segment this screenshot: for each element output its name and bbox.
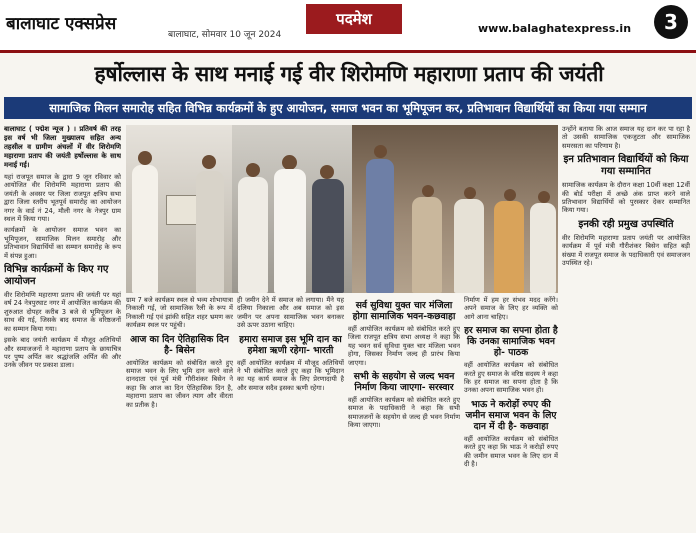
article-paragraph: ही जमीन देने में समाज को लगाया। मैंने यह दलिया निकाला और अब समाज को इस जमीन पर अपना सामाजिक भवन बनाकर उसे ऊपर उठाना चाहिए।	[237, 296, 344, 330]
person-head	[246, 163, 260, 177]
person-head	[504, 189, 516, 201]
person-figure	[312, 179, 344, 293]
person-head	[202, 155, 216, 169]
paper-name: बालाघाट एक्सप्रेस	[6, 14, 117, 34]
article-paragraph: सामाजिक कार्यक्रम के दौरान कक्षा 10वीं कक्षा 12वीं की बोर्ड परीक्षा में अच्छे अंक प्राप्त करने वाले प्रतिभावान विद्यार्थियों को पुरस्कार देकर सम्मानित किया गया।	[562, 181, 690, 215]
person-head	[538, 191, 550, 203]
person-figure	[366, 159, 394, 293]
article-paragraph: कार्यक्रमों के आयोजन समाज भवन का भूमिपूजन, सामाजिक मिलन समारोह और प्रतिभावान विद्यार्थियों का सम्मान समारोह के रूप में संपन्न हुआ।	[4, 226, 121, 260]
issue-date: बालाघाट, सोमवार 10 जून 2024	[168, 30, 282, 40]
section-heading: आज का दिन ऐतिहासिक दिन है- बिसेन	[130, 333, 229, 356]
article-column-1	[126, 296, 233, 530]
photo-dignitaries	[232, 125, 352, 293]
section-heading: इन प्रतिभावान विद्यार्थियों को किया गया सम्मानित	[563, 154, 689, 178]
person-head	[320, 165, 334, 179]
article-paragraph: वहीं आयोजित कार्यक्रम में मौजूद अतिथियों ने भी संबोधित करते हुए कहा कि भूमिदान का यह कार्य समाज के लिए प्रेरणादायी है और समाज सदैव इसका ऋणी रहेगा।	[237, 358, 344, 392]
section-heading: भाऊ ने करोड़ों रुपए की जमीन समाज भवन के लिए दान में दी है- कछवाहा	[465, 398, 557, 432]
main-headline: हर्षोल्लास के साथ मनाई गई वीर शिरोमणि महाराणा प्रताप की जयंती	[94, 61, 604, 86]
article-column-3	[348, 296, 460, 530]
article-paragraph: ग्राम 7 बजे कार्यक्रम स्थल से भव्य शोभायात्रा निकाली गई, जो सामाजिक रैली के रूप में निकाली गई एवं झांकी सहित शहर भ्रमण कर कार्यक्रम स्थल पर पहुंची।	[126, 296, 233, 330]
article-intro: बालाघाट ( पद्मेश न्यूज ) । प्रतिवर्ष की तरह इस वर्ष भी जिला मुख्यालय सहित अन्य तहसील व ग्रामीण अंचलों में वीर शिरोमणि महाराणा प्रताप की जयंती हर्षोल्लास के साथ मनाई गई।	[4, 125, 121, 169]
person-figure	[132, 165, 158, 293]
right-column	[562, 125, 690, 530]
person-head	[282, 155, 297, 170]
person-head	[138, 151, 152, 165]
person-head	[422, 185, 434, 197]
section-heading: हर समाज का सपना होता है कि उनका सामाजिक भवन हो- पाठक	[464, 325, 558, 359]
edition-banner: पदमेश	[306, 4, 402, 34]
photo-audience	[352, 125, 558, 293]
article-column-2	[237, 296, 344, 530]
person-figure	[196, 171, 224, 293]
left-column	[4, 125, 121, 530]
person-figure	[494, 201, 524, 293]
photo-shrine-garlanding	[126, 125, 232, 293]
person-figure	[274, 169, 306, 293]
article-paragraph: इसके बाद जयंती कार्यक्रम में मौजूद अतिथियों और समाजजनों ने महाराणा प्रताप के छायाचित्र पर पुष्प अर्पित कर श्रद्धांजलि अर्पित की और उनके जीवन पर प्रकाश डाला।	[4, 336, 121, 370]
article-paragraph: वहीं आयोजित कार्यक्रम को संबोधित करते हुए कहा कि भाऊ ने करोड़ों रुपए की जमीन समाज भवन के लिए दान में दी है।	[464, 434, 558, 469]
person-head	[464, 187, 476, 199]
article-paragraph: निर्माण में हम हर संभव मदद करेंगे। अपने समाज के लिए हर व्यक्ति को आगे आना चाहिए।	[464, 296, 558, 321]
article-column-4	[464, 296, 558, 530]
page-number-badge: 3	[654, 5, 688, 39]
article-paragraph: वीर शिरोमणि महाराणा प्रताप की जयंती पर यहां वर्ष 24 नेत्रपुरघाट नगर में आयोजित कार्यक्रम की शुरुआत दोपहर करीब 3 बजे से भूमिपूजन के साथ की गई, जिसके बाद समाज के वरिष्ठजनों का सम्मान किया गया।	[4, 291, 121, 333]
website-link[interactable]: www.balaghatexpress.in	[478, 22, 632, 35]
article-paragraph: वहीं आयोजित कार्यक्रम को संबोधित करते हुए समाज के पदाधिकारी ने कहा कि सभी समाजजनों के सहयोग से जल्द ही भवन निर्माण किया जाएगा।	[348, 396, 460, 430]
photo-strip	[126, 125, 558, 293]
article-paragraph: वहीं आयोजित कार्यक्रम को संबोधित करते हुए समाज के वरिष्ठ सदस्य ने कहा कि हर समाज का सपना होता है कि उनका अपना सामाजिक भवन हो।	[464, 361, 558, 395]
section-heading: हमारा समाज इस भूमि दान का हमेशा ऋणी रहेगा- भारती	[239, 333, 342, 356]
article-paragraph: आयोजित कार्यक्रम को संबोधित करते हुए समाज भवन के लिए भूमि दान करने वाले दानदाता एवं पूर्व मंत्री गौरीशंकर बिसेन ने कहा कि आज का दिन ऐतिहासिक दिन है, महाराणा प्रताप का जीवन त्याग और वीरता का प्रतीक है।	[126, 358, 233, 409]
section-heading: सर्व सुविधा युक्त चार मंजिला होगा सामाजिक भवन-कछवाहा	[352, 300, 456, 322]
section-heading: सभी के सहयोग से जल्द भवन निर्माण किया जाएगा- सरस्वार	[353, 371, 455, 394]
person-figure	[412, 197, 442, 293]
article-paragraph: वीर शिरोमणि महाराणा प्रताप जयंती पर आयोजित कार्यक्रम में पूर्व मंत्री गौरीशंकर बिसेन सहित बड़ी संख्या में राजपूत समाज के पदाधिकारी एवं समाजजन उपस्थित रहे।	[562, 233, 690, 268]
section-heading: विभिन्न कार्यक्रमों के किए गए आयोजन	[4, 264, 109, 288]
person-head	[374, 145, 387, 158]
section-heading: इनकी रही प्रमुख उपस्थिति	[578, 218, 674, 230]
person-figure	[454, 199, 484, 293]
masthead	[0, 0, 696, 53]
person-figure	[530, 203, 556, 293]
subheadline-bar: सामाजिक मिलन समारोह सहित विभिन्न कार्यक्रमों के हुए आयोजन, समाज भवन का भूमिपूजन कर, प्रतिभावान विद्यार्थियों का किया गया सम्मान	[4, 97, 692, 119]
article-paragraph: वहीं आयोजित कार्यक्रम को संबोधित करते हुए जिला राजपूत क्षत्रिय सभा अध्यक्ष ने कहा कि यह भवन सर्व सुविधा युक्त चार मंजिला भवन होगा, जिसका निर्माण जल्द ही प्रारंभ किया जाएगा।	[348, 325, 460, 367]
article-paragraph: उन्होंने बताया कि आज समाज यह दान कर पा रहा है तो उसकी सामाजिक एकजुटता और सामाजिक समरसता का परिणाम है।	[562, 125, 690, 150]
article-paragraph: यहां राजपूत समाज के द्वारा 9 जून रविवार को आयोजित वीर शिरोमणि महाराणा प्रताप की जयंती के अवसर पर जिला राजपूत क्षत्रिय सभा द्वारा जिला स्तरीय भूतपूर्व समारोह का आयोजन नगर के वार्ड नं 24, मौली नगर के नेत्रपुर ग्राम स्थल में किया गया।	[4, 173, 121, 224]
person-figure	[238, 177, 268, 293]
